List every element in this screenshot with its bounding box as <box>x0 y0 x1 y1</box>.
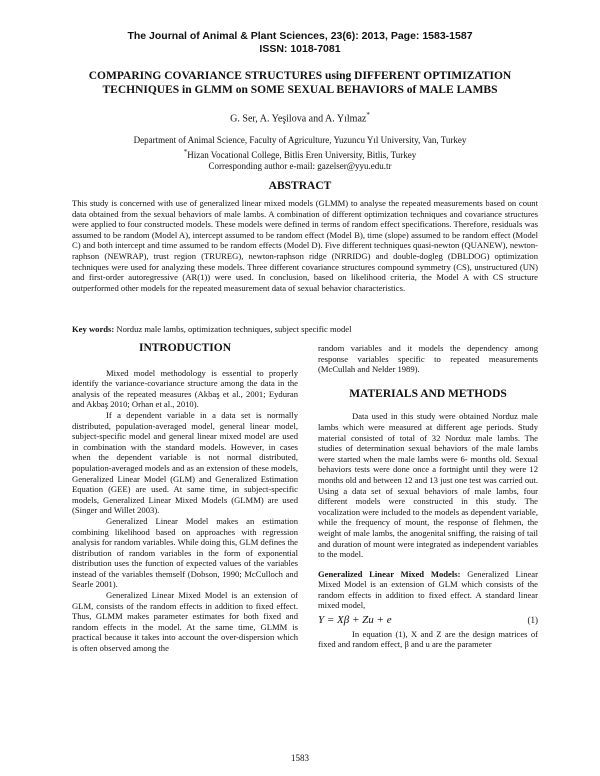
paper-title <box>60 69 540 97</box>
keywords <box>72 324 538 334</box>
intro-continuation: random variables and it models the dependency among response variables specific to repeated measurements (McCullah and Nelder 1989). <box>318 343 538 375</box>
page-number: 1583 <box>291 753 309 763</box>
equation-1 <box>318 615 538 626</box>
affiliation-2-mark: * <box>183 147 188 156</box>
title-line-1: COMPARING COVARIANCE STRUCTURES using DIFFERENT OPTIMIZATION <box>88 70 512 82</box>
keywords-label: Key words: <box>72 324 115 334</box>
affiliation-2-text: Hizan Vocational College, Bitlis Eren University, Bitlis, Turkey <box>187 149 417 160</box>
keywords-text: Norduz male lambs, optimization techniques, subject specific model <box>116 324 352 334</box>
glmm-subheading: Generalized Linear Mixed Models: <box>318 568 461 579</box>
right-column <box>318 343 538 650</box>
authors-text: G. Ser, A. Yeşilova and A. Yılmaz <box>230 113 367 125</box>
journal-citation: The Journal of Animal & Plant Sciences, 23(6): 2013, Page: 1583-1587 <box>127 30 473 42</box>
intro-paragraph-4: Generalized Linear Mixed Model is an extension of GLM, consists of the random effects in addition to fixed effect. Thus, GLMM makes parameter estimates for both fixed and random effects in the model. At the same time, GLMM is practical because it takes into account the over-dispersion which is often observed among the <box>72 590 298 654</box>
corresponding-author: Corresponding author e-mail: gazelser@yyu.edu.tr <box>208 161 392 171</box>
left-column <box>72 343 298 654</box>
equation-explanation: In equation (1), X and Z are the design matrices of fixed and random effect, β and u are the parameter <box>318 628 538 650</box>
equation-expression: Y = Xβ + Zu + e <box>318 614 392 627</box>
intro-paragraph-2: If a dependent variable in a data set is normally distributed, population-averaged model, general linear model, subject-specific model and general linear mixed model are used in combination with the standard models. However, in cases when the dependent variable is not normal distributed, population-averaged models and as an extension of these models, Generalized Linear Model (GLM) and Generalized Estimation Equation (GEE) are used. At same time, in subject-specific models, Generalized Linear Mixed Models (GLMM) are used (Singer and Willet 2003). <box>72 409 298 516</box>
author-list <box>0 111 600 124</box>
methods-heading: MATERIALS AND METHODS <box>349 387 507 400</box>
glmm-text: Generalized Linear Mixed Model is an extension of GLM which consists of the random effects in addition to fixed effect. A standard linear mixed model, <box>318 568 538 611</box>
methods-paragraph-1: Data used in this study were obtained Norduz male lambs which were measured at different age periods. Study material consisted of total of 32 Norduz male lambs. The studies of determination sexual behaviors of the male lambs were started when the male lambs were 6- months old. Sexual behaviors tests were done once a fortnight until they were 12 months old and between 12 and 13 just one test was carried out. Using a data set of sexual behaviors of male lambs, four different models were constructed in this study. The vocalization were included to the models as dependent variable, while the frequency of mount, the response of flehmen, the weight of male lambs, the anogenital sniffing, the raising of tail and duration of mount were integrated as independent variables to the model. <box>318 411 538 560</box>
intro-paragraph-1: Mixed model methodology is essential to properly identify the variance-covariance structure among the data in the analysis of the repeated measures (Akbaş et al., 2001; Eyduran and Akbaş 2010; Orhan et al., 2010). <box>72 367 298 410</box>
affiliation-1: Department of Animal Science, Faculty of Agriculture, Yuzuncu Yıl University, Van, Turkey <box>133 135 467 145</box>
introduction-heading: INTRODUCTION <box>138 342 231 354</box>
journal-issn: ISSN: 1018-7081 <box>259 43 341 55</box>
intro-paragraph-3: Generalized Linear Model makes an estimation combining likelihood based on approaches with regression analysis for random variables. While doing this, GLM defines the distribution of random variables in the form of exponential distribution uses the function of expected values of the variables instead of the variables themself (Dobson, 1990; McCulloch and Searle 2001). <box>72 515 298 590</box>
affiliation-2 <box>0 147 600 162</box>
abstract-body: This study is concerned with use of generalized linear mixed models (GLMM) to analyse the repeated measurements based on count data obtained from the sexual behaviors of male lambs. A combination of different optimization techniques and covariance structures were applied to four constructed models. These models were defined in terms of random effect specifications. Therefore, residuals was assumed to be random (Model A), intercept assumed to be random effect (Model B), time (slope) assumed to be random effect (Model C) and both intercept and time assumed to be random effects (Model D). Five different techniques quasi-newton (QUANEW), newton-raphson (NEWRAP), trust region (TRUREG), newton-raphson ridge (NRRIDG) and double-dogleg (DBLDOG) optimization techniques were used for analyzing these models. Three different covariance structures compound symmetry (CS), unstructured (UN) and first-order autoregressive (AR(1)) were used. In conclusion, based on likelihood criteria, the Model A with CS structure outperformed other models for the repeated measurement data of sexual behavior characteristics. <box>72 198 538 293</box>
title-line-2: TECHNIQUES in GLMM on SOME SEXUAL BEHAVIORS of MALE LAMBS <box>102 84 498 96</box>
affiliations <box>0 135 600 173</box>
equation-number: (1) <box>527 615 538 626</box>
glmm-paragraph <box>318 569 538 611</box>
author-footnote-mark: * <box>366 111 370 119</box>
abstract-heading: ABSTRACT <box>268 180 332 192</box>
journal-header <box>0 30 600 56</box>
